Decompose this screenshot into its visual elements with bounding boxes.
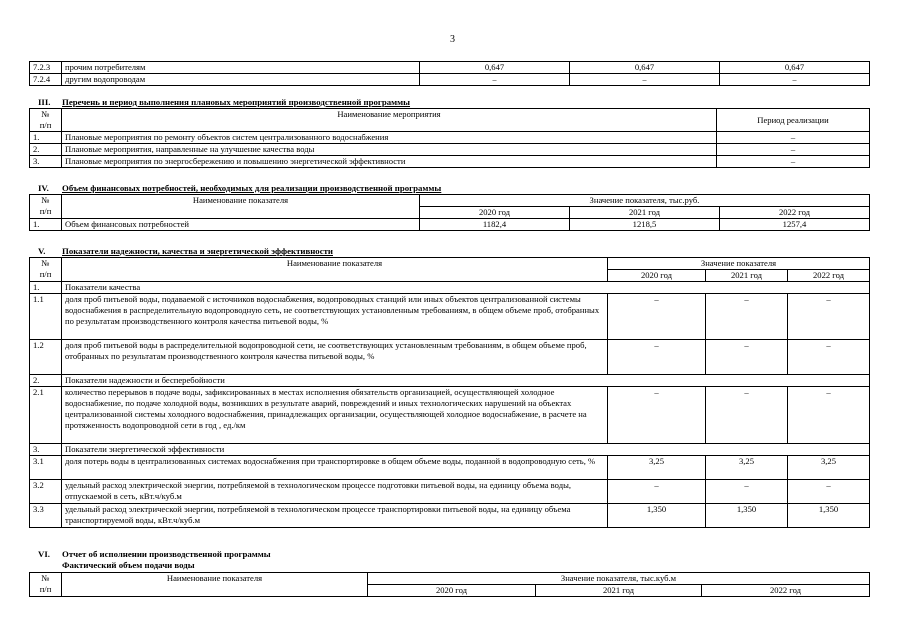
header-row [30,573,870,585]
value-cell: – [706,294,788,340]
header-name: Наименование мероприятия [62,109,717,132]
section-title: Объем финансовых потребностей, необходимых для реализации производственной программы [62,183,442,193]
row-num: 3. [30,156,62,168]
section-heading [38,183,441,194]
year-header: 2020 год [420,207,570,219]
row-name: доля потерь воды в централизованных системах водоснабжения при транспортировке в общем объеме воды, поданной в водопроводную сеть, % [62,456,608,480]
value-cell: – [608,294,706,340]
header-value: Значение показателя, тыс.руб. [420,195,870,207]
year-header: 2021 год [536,585,702,597]
row-name: прочим потребителям [62,62,420,74]
section-number: V. [38,246,46,256]
value-cell: 1257,4 [720,219,870,231]
section-number: VI. [38,549,50,559]
row-num: 1. [30,282,62,294]
year-header: 2021 год [706,270,788,282]
row-num: 2. [30,144,62,156]
row-name: Плановые мероприятия, направленные на улучшение качества воды [62,144,717,156]
section-number: III. [38,97,51,107]
table-row [30,340,870,375]
header-value: Значение показателя, тыс.куб.м [368,573,870,585]
group-name: Показатели надежности и бесперебойности [62,375,870,387]
report-table [29,572,870,597]
value-cell: 0,647 [420,62,570,74]
row-num: 2. [30,375,62,387]
header-num: № п/п [30,195,62,219]
section-heading [38,97,410,108]
section-title: Показатели надежности, качества и энергетической эффективности [62,246,333,256]
row-name: Объем финансовых потребностей [62,219,420,231]
group-row [30,375,870,387]
continuation-table [29,61,870,86]
row-num: 1. [30,219,62,231]
header-num: № п/п [30,573,62,597]
header-num: № п/п [30,109,62,132]
header-num: № п/п [30,258,62,282]
row-name: Плановые мероприятия по энергосбережению и повышению энергетической эффективности [62,156,717,168]
header-name: Наименование показателя [62,258,608,282]
value-cell: – [706,480,788,504]
value-cell: – [608,387,706,444]
value-cell: 1,350 [706,504,788,528]
section-heading [38,246,333,257]
group-row [30,444,870,456]
value-cell: 1218,5 [570,219,720,231]
row-name: доля проб питьевой воды в распределительной водопроводной сети, не соответствующих установленным требованиям, в общем объеме проб, отобранных по результатам производственного контроля качества питьевой воды, % [62,340,608,375]
subtitle-text: Фактический объем подачи воды [62,560,195,570]
header-period: Период реализации [717,109,870,132]
value-cell: 3,25 [706,456,788,480]
value-cell: – [788,387,870,444]
table-row [30,480,870,504]
row-name: удельный расход электрической энергии, потребляемой в технологическом процессе транспортировки питьевой воды, на единицу объема транспортируемой воды, кВт.ч/куб.м [62,504,608,528]
year-header: 2020 год [608,270,706,282]
value-cell: – [608,480,706,504]
year-header: 2022 год [702,585,870,597]
indicators-table [29,257,870,528]
row-num: 3. [30,444,62,456]
value-cell: 1182,4 [420,219,570,231]
period-cell: – [717,144,870,156]
table-row [30,156,870,168]
row-num: 3.2 [30,480,62,504]
header-name: Наименование показателя [62,195,420,219]
section-title: Перечень и период выполнения плановых мероприятий производственной программы [62,97,411,107]
table-row [30,294,870,340]
table-row [30,144,870,156]
section-number: IV. [38,183,49,193]
row-num: 1.1 [30,294,62,340]
section-heading [38,549,271,560]
value-cell: – [706,340,788,375]
header-value: Значение показателя [608,258,870,270]
table-row [30,504,870,528]
row-num: 1.2 [30,340,62,375]
page-number: 3 [450,34,455,45]
row-name: Плановые мероприятия по ремонту объектов систем централизованного водоснабжения [62,132,717,144]
group-name: Показатели энергетической эффективности [62,444,870,456]
year-header: 2020 год [368,585,536,597]
header-row [30,258,870,270]
value-cell: 0,647 [720,62,870,74]
table-row [30,74,870,86]
row-num: 3.3 [30,504,62,528]
row-name: количество перерывов в подаче воды, зафиксированных в местах исполнения обязательств организацией, осуществляющей холодное водоснабжение, по подаче холодной воды, возникших в результате аварий, повреждений и иных технологических нарушений на объектах централизованной системы холодного водоснабжения, принадлежащих организации, осуществляющей холодное водоснабжение, в расчете на протяженность водопроводной сети в год , ед./км [62,387,608,444]
table-row [30,219,870,231]
value-cell: – [420,74,570,86]
section-title: Отчет об исполнении производственной программы [62,549,271,559]
row-name: доля проб питьевой воды, подаваемой с источников водоснабжения, водопроводных станций или иных объектов централизованной системы водоснабжения в распределительную водопроводную сеть, не соответствующих установленным требованиям, в общем объеме проб, отобранных по результатам производственного контроля качества питьевой воды, % [62,294,608,340]
value-cell: 1,350 [788,504,870,528]
table-row [30,456,870,480]
row-num: 3.1 [30,456,62,480]
row-num: 1. [30,132,62,144]
row-name: другим водопроводам [62,74,420,86]
value-cell: 1,350 [608,504,706,528]
header-row [30,195,870,207]
row-num: 7.2.3 [30,62,62,74]
value-cell: – [788,480,870,504]
value-cell: – [608,340,706,375]
year-header: 2022 год [720,207,870,219]
finance-table [29,194,870,231]
table-row [30,62,870,74]
value-cell: 3,25 [608,456,706,480]
year-header: 2021 год [570,207,720,219]
value-cell: – [720,74,870,86]
group-row [30,282,870,294]
value-cell: – [788,294,870,340]
value-cell: – [706,387,788,444]
row-num: 2.1 [30,387,62,444]
header-name: Наименование показателя [62,573,368,597]
table-row [30,387,870,444]
period-cell: – [717,156,870,168]
group-name: Показатели качества [62,282,870,294]
value-cell: 3,25 [788,456,870,480]
section-subtitle [62,560,195,571]
row-name: удельный расход электрической энергии, потребляемой в технологическом процессе подготовки питьевой воды, на единицу объема воды, отпускаемой в сеть, кВт.ч/куб.м [62,480,608,504]
year-header: 2022 год [788,270,870,282]
row-num: 7.2.4 [30,74,62,86]
header-row [30,109,870,132]
value-cell: – [788,340,870,375]
period-cell: – [717,132,870,144]
table-row [30,132,870,144]
measures-table [29,108,870,168]
value-cell: – [570,74,720,86]
value-cell: 0,647 [570,62,720,74]
